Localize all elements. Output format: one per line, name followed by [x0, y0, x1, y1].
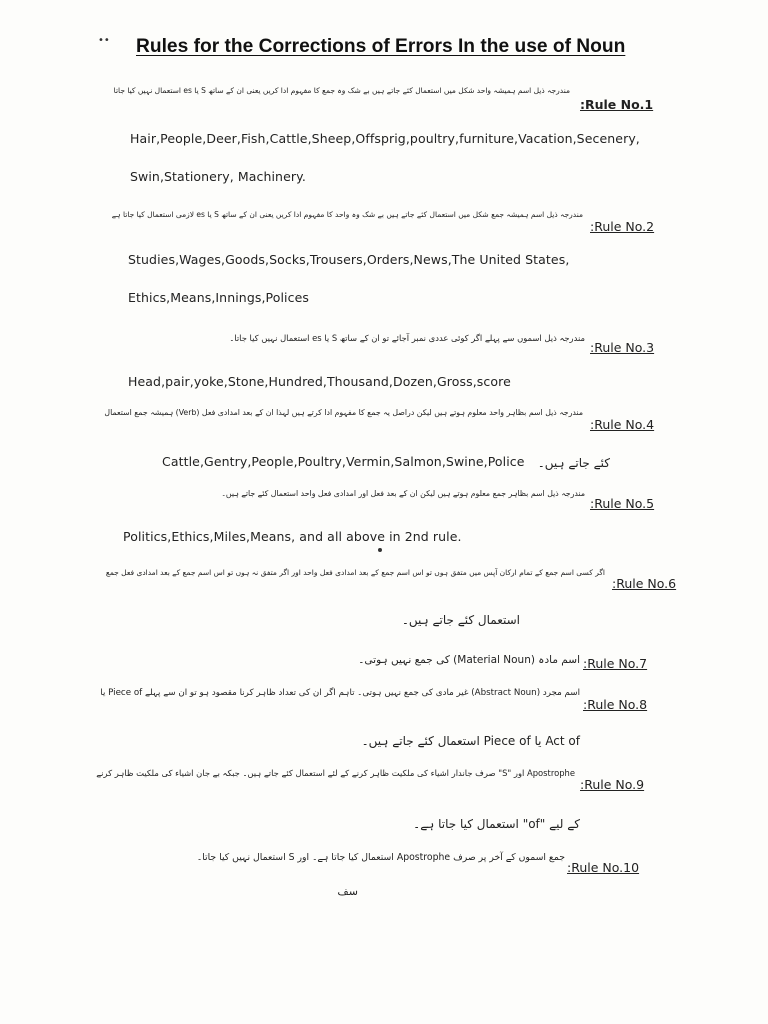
rule-10-label: :Rule No.10 [567, 860, 640, 875]
rule-9-urdu-text-continued: کے لیے "of" استعمال کیا جاتا ہے۔ [413, 817, 580, 831]
rule-8-urdu-text-continued: Act of یا Piece of استعمال کئے جاتے ہیں۔ [361, 734, 580, 748]
rule-8-label: :Rule No.8 [583, 697, 648, 712]
rule-2-urdu-text: مندرجہ ذیل اسم ہمیشہ جمع شکل میں استعمال کئے جاتے ہیں بے شک وہ واحد کا مفہوم ادا کریں یعنی ان کے ساتھ S یا es لازمی استعمال کیا جاتا ہے [111, 210, 583, 219]
rule-3-urdu-text: مندرجہ ذیل اسموں سے پہلے اگر کوئی عددی نمبر آجائے تو ان کے ساتھ S یا es استعمال نہیں کیا جاتا۔ [229, 333, 585, 343]
rule-4-label: :Rule No.4 [590, 417, 655, 432]
rule-3-label: :Rule No.3 [590, 340, 655, 355]
rule-1-words-line-1: Hair,People,Deer,Fish,Cattle,Sheep,Offsprig,poultry,furniture,Vacation,Secenery, [130, 131, 640, 146]
rule-1-words-line-2: Swin,Stationery, Machinery. [130, 169, 306, 184]
rule-2-label: :Rule No.2 [590, 219, 655, 234]
rule-6-urdu-text: اگر کسی اسم جمع کے تمام ارکان آپس میں متفق ہوں تو اس اسم جمع کے بعد امدادی فعل واحد اور اگر متفق نہ ہوں تو اس اسم جمع کے بعد امدادی فعل جمع [105, 568, 605, 577]
rule-6-label: :Rule No.6 [612, 576, 677, 591]
rule-3-words-line-1: Head,pair,yoke,Stone,Hundred,Thousand,Dozen,Gross,score [128, 374, 511, 389]
margin-mark: •• [98, 35, 110, 46]
rule-5-words-line-1: Politics,Ethics,Miles,Means, and all above in 2nd rule. [123, 529, 462, 544]
bullet-dot [378, 548, 382, 552]
rule-9-urdu-text: Apostrophe اور "S" صرف جاندار اشیاء کی ملکیت ظاہر کرنے کے لئے استعمال کئے جاتے ہیں۔ جبکہ بے جان اشیاء کی ملکیت ظاہر کرنے [96, 768, 575, 778]
rule-5-urdu-text: مندرجہ ذیل اسم بظاہر جمع معلوم ہوتے ہیں لیکن ان کے بعد فعل اور امدادی فعل واحد استعمال کئے جاتے ہیں۔ [221, 489, 585, 498]
rule-6-urdu-text-continued: استعمال کئے جاتے ہیں۔ [401, 613, 520, 627]
rule-2-words-line-1: Studies,Wages,Goods,Socks,Trousers,Orders,News,The United States, [128, 252, 570, 267]
rule-7-label: :Rule No.7 [583, 656, 648, 671]
rule-2-words-line-2: Ethics,Means,Innings,Polices [128, 290, 310, 305]
rule-4-urdu-text: مندرجہ ذیل اسم بظاہر واحد معلوم ہوتے ہیں لیکن دراصل یہ جمع کا مفہوم ادا کرتے ہیں لہذا ان کے بعد امدادی فعل (Verb) ہمیشہ جمع استعمال [104, 408, 583, 417]
rule-10-urdu-text: جمع اسموں کے آخر پر صرف Apostrophe استعمال کیا جاتا ہے۔ اور S استعمال نہیں کیا جاتا۔ [196, 852, 565, 863]
rule-8-urdu-text: اسم مجرد (Abstract Noun) غیر مادی کی جمع نہیں ہوتی۔ تاہم اگر ان کی تعداد ظاہر کرنا مقصود ہو تو ان سے پہلے Piece of یا [100, 688, 580, 698]
rule-4-urdu-text-continued: کئے جاتے ہیں۔ [537, 456, 610, 470]
rule-9-label: :Rule No.9 [580, 777, 645, 792]
rule-7-urdu-text: اسم مادہ (Material Noun) کی جمع نہیں ہوتی۔ [358, 654, 580, 666]
rule-1-label: :Rule No.1 [580, 97, 654, 112]
footer-mark: سف [337, 885, 358, 898]
rule-1-urdu-text: مندرجہ ذیل اسم ہمیشہ واحد شکل میں استعمال کئے جاتے ہیں بے شک وہ جمع کا مفہوم ادا کریں یعنی ان کے ساتھ S یا es استعمال نہیں کیا جاتا [113, 86, 570, 95]
rule-5-label: :Rule No.5 [590, 496, 655, 511]
page-title: Rules for the Corrections of Errors In the use of Noun [136, 36, 626, 57]
rule-4-words-line-1: Cattle,Gentry,People,Poultry,Vermin,Salmon,Swine,Police [162, 454, 525, 469]
